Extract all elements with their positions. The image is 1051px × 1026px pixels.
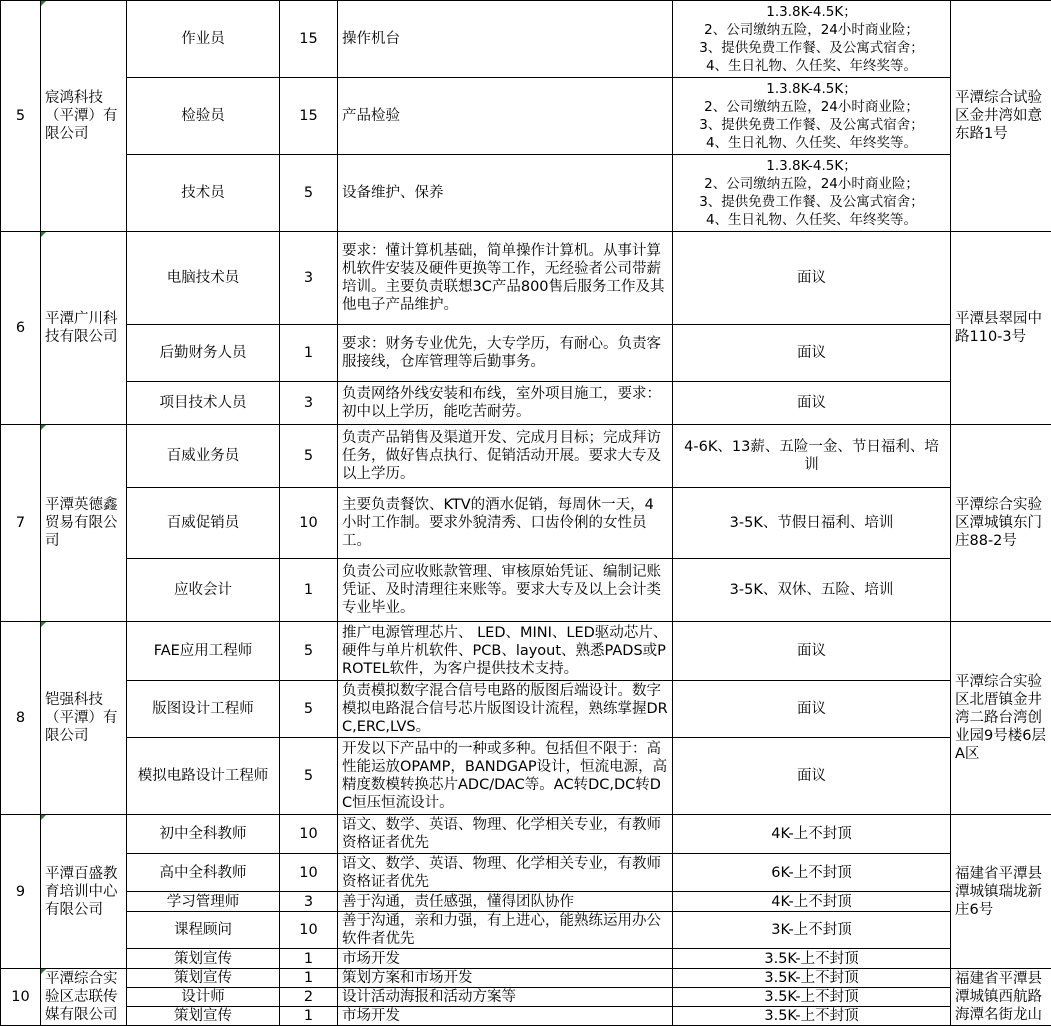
salary-cell: 4K-上不封顶 xyxy=(673,815,951,854)
salary-cell: 3.5K-上不封顶 xyxy=(673,969,951,988)
address-cell: 福建省平潭县潭城镇西航路海潭名街龙山 xyxy=(951,969,1051,1026)
position-cell: 检验员 xyxy=(127,78,280,155)
position-cell: FAE应用工程师 xyxy=(127,622,280,681)
requirement-cell: 负责公司应收账款管理、审核原始凭证、编制记账凭证、及时清理往来账等。要求大专及以上会计类专业毕业。 xyxy=(338,559,673,622)
table-row xyxy=(1,815,1051,854)
row-number: 10 xyxy=(1,969,41,1026)
requirement-cell: 负责网络外线安装和布线，室外项目施工，要求：初中以上学历，能吃苦耐劳。 xyxy=(338,382,673,425)
requirement-cell: 产品检验 xyxy=(338,78,673,155)
count-cell: 10 xyxy=(280,488,338,559)
salary-cell: 3.5K-上不封顶 xyxy=(673,949,951,969)
count-cell: 2 xyxy=(280,988,338,1007)
row-number: 7 xyxy=(1,425,41,622)
table-row xyxy=(1,232,1051,325)
salary-cell: 面议 xyxy=(673,738,951,815)
count-cell: 3 xyxy=(280,232,338,325)
company-name: 铠强科技（平潭）有限公司 xyxy=(41,622,127,815)
table-row xyxy=(1,969,1051,988)
benefit-line: 1.3.8K-4.5K； xyxy=(677,3,946,21)
row-number: 6 xyxy=(1,232,41,425)
company-name: 宸鸿科技（平潭）有限公司 xyxy=(41,1,127,232)
requirement-cell: 设计活动海报和活动方案等 xyxy=(338,988,673,1007)
salary-cell: 3-5K、双休、五险、培训 xyxy=(673,559,951,622)
count-cell: 15 xyxy=(280,1,338,78)
salary-cell: 3.5K-上不封顶 xyxy=(673,1007,951,1026)
count-cell: 3 xyxy=(280,382,338,425)
position-cell: 策划宣传 xyxy=(127,969,280,988)
benefit-line: 1.3.8K-4.5K； xyxy=(677,157,946,175)
table-row xyxy=(1,912,1051,949)
requirement-cell: 策划方案和市场开发 xyxy=(338,969,673,988)
salary-cell: 面议 xyxy=(673,382,951,425)
salary-cell: 3K-上不封顶 xyxy=(673,912,951,949)
position-cell: 作业员 xyxy=(127,1,280,78)
salary-cell xyxy=(673,155,951,232)
count-cell: 10 xyxy=(280,912,338,949)
count-cell: 5 xyxy=(280,681,338,738)
row-number: 9 xyxy=(1,815,41,969)
table-row xyxy=(1,1007,1051,1026)
requirement-cell: 推广电源管理芯片、 LED、MINI、LED驱动芯片、硬件与单片机软件、PCB、layout、熟悉PADS或PROTEL软件，为客户提供技术支持。 xyxy=(338,622,673,681)
salary-cell: 面议 xyxy=(673,622,951,681)
salary-cell xyxy=(673,78,951,155)
count-cell: 1 xyxy=(280,949,338,969)
table-row xyxy=(1,738,1051,815)
table-row xyxy=(1,78,1051,155)
benefit-line: 2、公司缴纳五险，24小时商业险； xyxy=(677,21,946,39)
count-cell: 1 xyxy=(280,969,338,988)
requirement-cell: 开发以下产品中的一种或多种。包括但不限于：高性能运放OPAMP，BANDGAP设计，恒流电源，高精度数模转换芯片ADC/DAC等。AC转DC,DC转DC恒压恒流设计。 xyxy=(338,738,673,815)
salary-cell: 面议 xyxy=(673,232,951,325)
position-cell: 项目技术人员 xyxy=(127,382,280,425)
requirement-cell: 善于沟通，亲和力强，有上进心，能熟练运用办公软件者优先 xyxy=(338,912,673,949)
benefit-line: 3、提供免费工作餐、及公寓式宿舍； xyxy=(677,193,946,211)
benefit-line: 4、生日礼物、久任奖、年终奖等。 xyxy=(677,57,946,75)
position-cell: 百威促销员 xyxy=(127,488,280,559)
position-cell: 后勤财务人员 xyxy=(127,325,280,382)
position-cell: 课程顾问 xyxy=(127,912,280,949)
requirement-cell: 负责产品销售及渠道开发、完成月目标；完成拜访任务，做好售点执行、促销活动开展。要求大专及以上学历。 xyxy=(338,425,673,488)
position-cell: 高中全科教师 xyxy=(127,854,280,892)
table-row xyxy=(1,892,1051,912)
count-cell: 10 xyxy=(280,815,338,854)
company-name: 平潭综合实验区志联传媒有限公司 xyxy=(41,969,127,1026)
salary-cell xyxy=(673,1,951,78)
company-name: 平潭广川科技有限公司 xyxy=(41,232,127,425)
count-cell: 1 xyxy=(280,559,338,622)
address-cell: 平潭综合实验区潭城镇东门庄88-2号 xyxy=(951,425,1051,622)
company-name: 平潭英德鑫贸易有限公司 xyxy=(41,425,127,622)
benefit-line: 2、公司缴纳五险，24小时商业险； xyxy=(677,175,946,193)
requirement-cell: 语文、数学、英语、物理、化学相关专业，有教师资格证者优先 xyxy=(338,854,673,892)
salary-cell: 3-5K、节假日福利、培训 xyxy=(673,488,951,559)
requirement-cell: 操作机台 xyxy=(338,1,673,78)
salary-cell: 6K-上不封顶 xyxy=(673,854,951,892)
requirement-cell: 设备维护、保养 xyxy=(338,155,673,232)
position-cell: 策划宣传 xyxy=(127,1007,280,1026)
benefit-line: 3、提供免费工作餐、及公寓式宿舍； xyxy=(677,116,946,134)
benefit-line: 4、生日礼物、久任奖、年终奖等。 xyxy=(677,134,946,152)
table-row xyxy=(1,488,1051,559)
salary-cell: 3.5K-上不封顶 xyxy=(673,988,951,1007)
salary-cell: 4K-上不封顶 xyxy=(673,892,951,912)
address-cell: 平潭综合实验区北厝镇金井湾二路台湾创业园9号楼6层A区 xyxy=(951,622,1051,815)
table-row xyxy=(1,155,1051,232)
table-row xyxy=(1,382,1051,425)
table-row xyxy=(1,681,1051,738)
table-row xyxy=(1,854,1051,892)
count-cell: 5 xyxy=(280,155,338,232)
position-cell: 电脑技术员 xyxy=(127,232,280,325)
count-cell: 15 xyxy=(280,78,338,155)
salary-cell: 4-6K、13薪、五险一金、节日福利、培训 xyxy=(673,425,951,488)
row-number: 5 xyxy=(1,1,41,232)
position-cell: 策划宣传 xyxy=(127,949,280,969)
count-cell: 5 xyxy=(280,622,338,681)
requirement-cell: 语文、数学、英语、物理、化学相关专业，有教师资格证者优先 xyxy=(338,815,673,854)
position-cell: 模拟电路设计工程师 xyxy=(127,738,280,815)
benefit-line: 4、生日礼物、久任奖、年终奖等。 xyxy=(677,211,946,229)
requirement-cell: 善于沟通，责任感强，懂得团队协作 xyxy=(338,892,673,912)
table-row xyxy=(1,622,1051,681)
requirement-cell: 负责模拟数字混合信号电路的版图后端设计。数字模拟电路混合信号芯片版图设计流程，熟练掌握DRC,ERC,LVS。 xyxy=(338,681,673,738)
address-cell: 平潭县翠园中路110-3号 xyxy=(951,232,1051,425)
company-name: 平潭百盛教育培训中心有限公司 xyxy=(41,815,127,969)
requirement-cell: 要求：财务专业优先，大专学历，有耐心。负责客服接线，仓库管理等后勤事务。 xyxy=(338,325,673,382)
address-cell: 平潭综合试验区金井湾如意东路1号 xyxy=(951,1,1051,232)
table-row xyxy=(1,949,1051,969)
salary-cell: 面议 xyxy=(673,681,951,738)
table-row xyxy=(1,559,1051,622)
table-row xyxy=(1,988,1051,1007)
table-row xyxy=(1,325,1051,382)
row-number: 8 xyxy=(1,622,41,815)
position-cell: 百威业务员 xyxy=(127,425,280,488)
table-row xyxy=(1,1,1051,78)
count-cell: 10 xyxy=(280,854,338,892)
benefit-line: 2、公司缴纳五险，24小时商业险； xyxy=(677,98,946,116)
count-cell: 1 xyxy=(280,325,338,382)
requirement-cell: 要求：懂计算机基础，简单操作计算机。从事计算机软件安装及硬件更换等工作，无经验者公司带薪培训。主要负责联想3C产品800售后服务工作及其他电子产品维护。 xyxy=(338,232,673,325)
position-cell: 初中全科教师 xyxy=(127,815,280,854)
position-cell: 技术员 xyxy=(127,155,280,232)
benefit-line: 3、提供免费工作餐、及公寓式宿舍； xyxy=(677,39,946,57)
position-cell: 学习管理师 xyxy=(127,892,280,912)
requirement-cell: 市场开发 xyxy=(338,1007,673,1026)
count-cell: 1 xyxy=(280,1007,338,1026)
requirement-cell: 主要负责餐饮、KTV的酒水促销，每周休一天，4小时工作制。要求外貌清秀、口齿伶俐的女性员工。 xyxy=(338,488,673,559)
position-cell: 应收会计 xyxy=(127,559,280,622)
count-cell: 5 xyxy=(280,425,338,488)
benefit-line: 1.3.8K-4.5K； xyxy=(677,80,946,98)
requirement-cell: 市场开发 xyxy=(338,949,673,969)
count-cell: 5 xyxy=(280,738,338,815)
address-cell: 福建省平潭县潭城镇瑞垅新庄6号 xyxy=(951,815,1051,969)
position-cell: 设计师 xyxy=(127,988,280,1007)
count-cell: 3 xyxy=(280,892,338,912)
salary-cell: 面议 xyxy=(673,325,951,382)
table-row xyxy=(1,425,1051,488)
position-cell: 版图设计工程师 xyxy=(127,681,280,738)
